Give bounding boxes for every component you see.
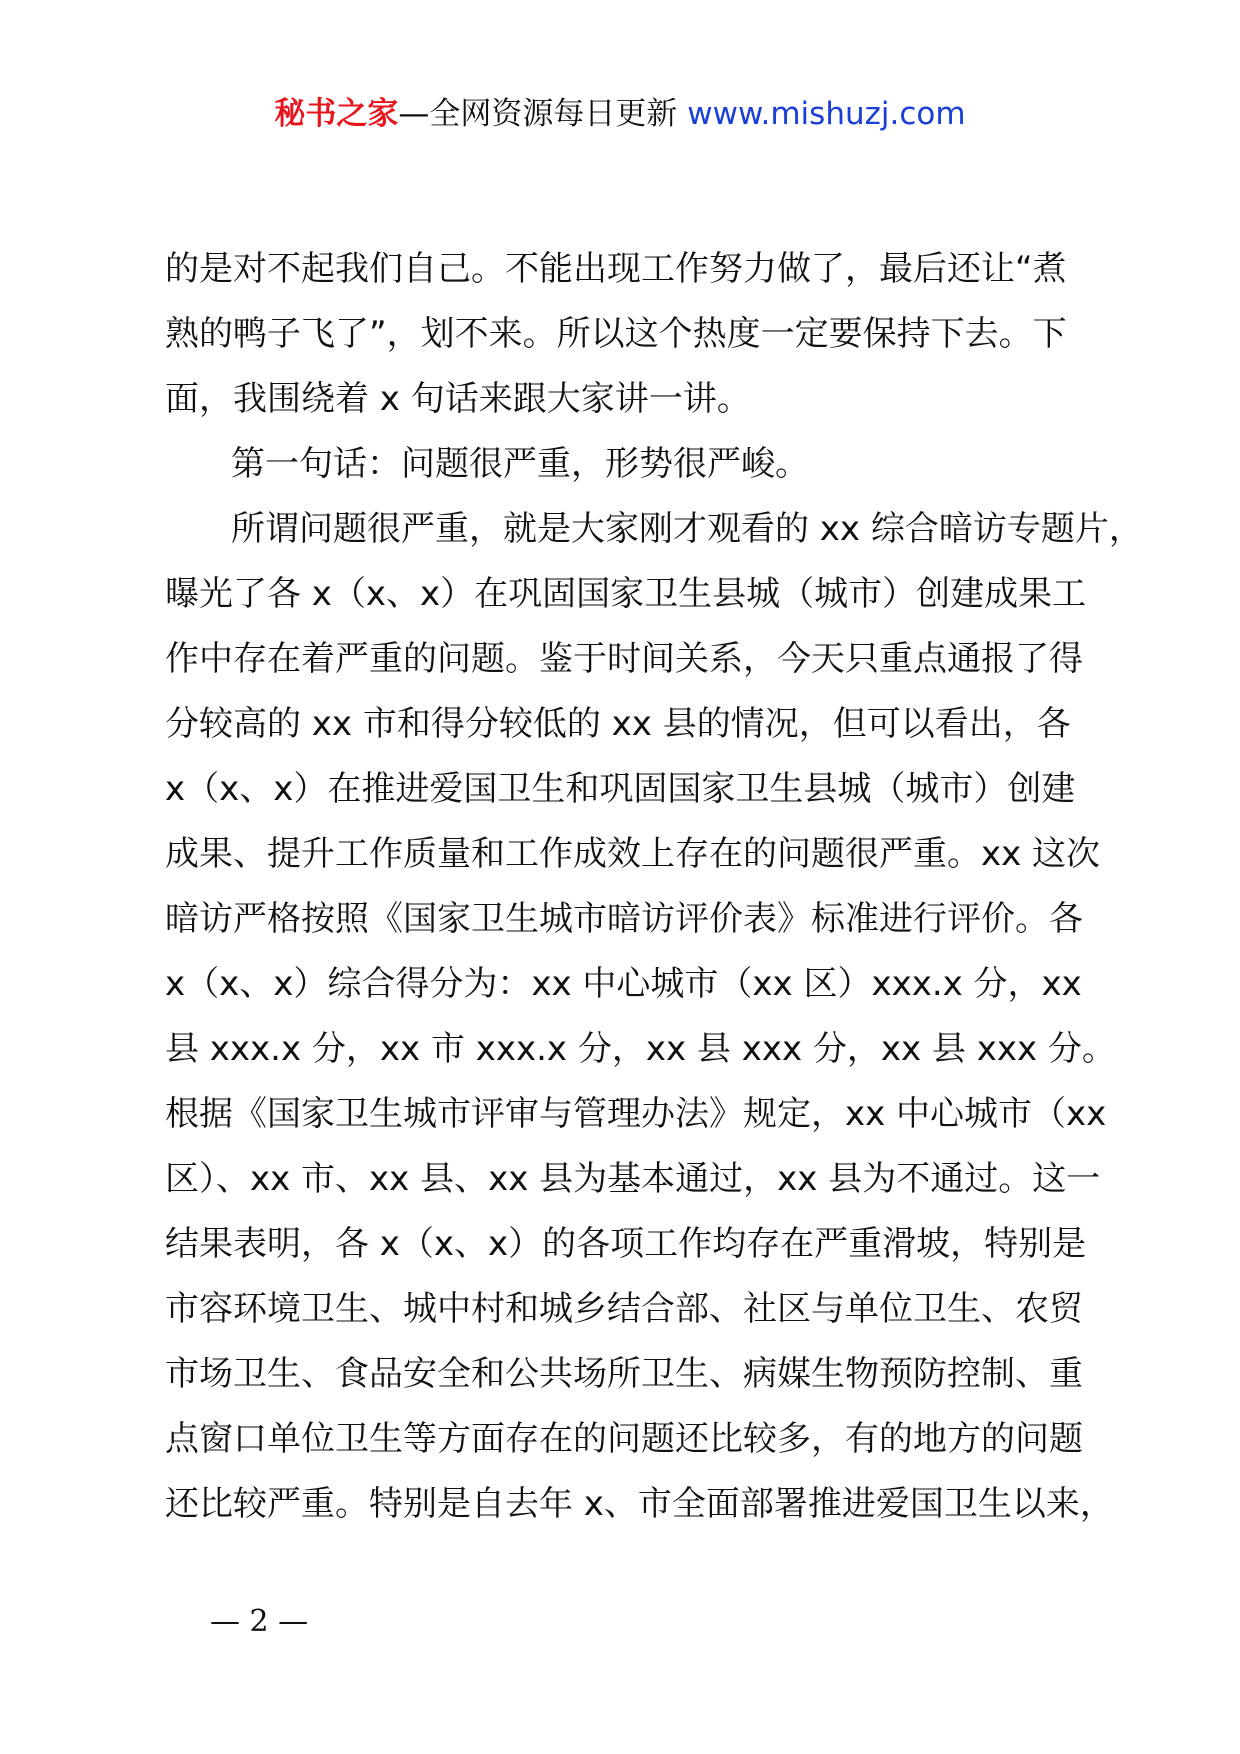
text-line: 分较高的 xx 市和得分较低的 xx 县的情况，但可以看出，各: [165, 704, 1071, 744]
text-line: 结果表明，各 x（x、x）的各项工作均存在严重滑坡，特别是: [165, 1224, 1087, 1264]
site-tagline: —全网资源每日更新: [398, 96, 688, 132]
text-line: 面，我围绕着 x 句话来跟大家讲一讲。: [165, 379, 751, 419]
text-line: 熟的鸭子飞了”，划不来。所以这个热度一定要保持下去。下: [165, 314, 1067, 354]
text-line: 成果、提升工作质量和工作成效上存在的问题很严重。xx 这次: [165, 834, 1101, 874]
document-body: [165, 237, 1143, 1537]
text-line: 曝光了各 x（x、x）在巩固国家卫生县城（城市）创建成果工: [165, 574, 1087, 614]
section-heading: 第一句话：问题很严重，形势很严峻。: [231, 444, 809, 484]
page-number: — 2 —: [210, 1604, 309, 1639]
text-line: 市容环境卫生、城中村和城乡结合部、社区与单位卫生、农贸: [165, 1289, 1083, 1329]
text-line: x（x、x）综合得分为：xx 中心城市（xx 区）xxx.x 分，xx: [165, 964, 1082, 1004]
text-line: 区）、xx 市、xx 县、xx 县为基本通过，xx 县为不通过。这一: [165, 1159, 1101, 1199]
text-line: 所谓问题很严重，就是大家刚才观看的 xx 综合暗访专题片，: [231, 509, 1143, 549]
text-line: 暗访严格按照《国家卫生城市暗访评价表》标准进行评价。各: [165, 899, 1083, 939]
site-header: [0, 94, 1240, 134]
site-brand: 秘书之家: [274, 96, 399, 132]
text-line: 点窗口单位卫生等方面存在的问题还比较多，有的地方的问题: [165, 1419, 1083, 1459]
text-line: 根据《国家卫生城市评审与管理办法》规定，xx 中心城市（xx: [165, 1094, 1107, 1134]
text-line: 的是对不起我们自己。不能出现工作努力做了，最后还让“煮: [165, 249, 1067, 289]
text-line: 县 xxx.x 分，xx 市 xxx.x 分，xx 县 xxx 分，xx 县 xxx 分。: [165, 1029, 1116, 1069]
text-line: 市场卫生、食品安全和公共场所卫生、病媒生物预防控制、重: [165, 1354, 1083, 1394]
text-line: 还比较严重。特别是自去年 x、市全面部署推进爱国卫生以来，: [165, 1484, 1114, 1524]
text-line: 作中存在着严重的问题。鉴于时间关系，今天只重点通报了得: [165, 639, 1083, 679]
text-line: x（x、x）在推进爱国卫生和巩固国家卫生县城（城市）创建: [165, 769, 1076, 809]
site-url-link[interactable]: www.mishuzj.com: [687, 96, 966, 132]
